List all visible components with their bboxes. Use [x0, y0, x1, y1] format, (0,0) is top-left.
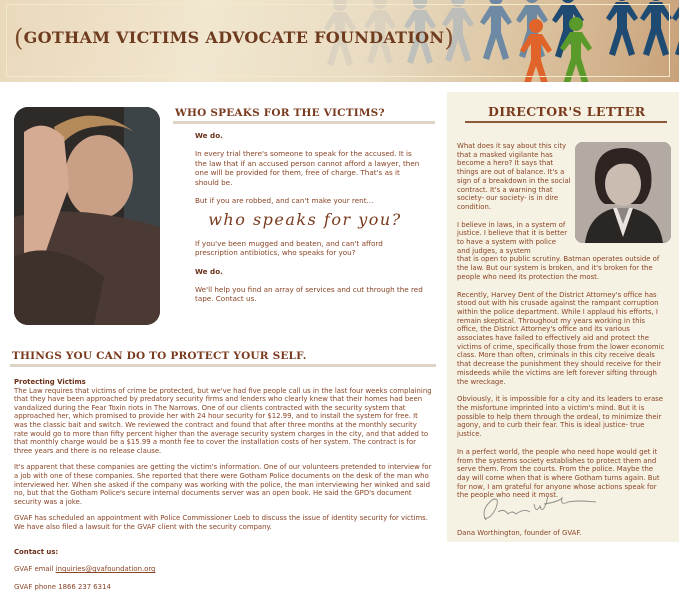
director-paragraph: Obviously, it is impossible for a city and its leaders to erase the misfortune imprinted into a victim's mind. But it is possible to help them through the ordeal, to minimize their agony, and to curb their fear. This is ideal justice- true justice. — [457, 395, 664, 439]
director-letter-body — [457, 142, 667, 509]
director-signature — [478, 490, 598, 524]
director-paragraph: What does it say about this city that a masked vigilante has become a hero? It says that things are out of balance. It's a sign of a breakdown in the social contract. It's a warning that society- our society- is in dire condition. — [457, 142, 571, 211]
who-speaks-paragraph: But if you are robbed, and can't make your rent... — [195, 196, 374, 206]
title-paren-close: ) — [444, 24, 454, 52]
who-speaks-body — [195, 131, 425, 313]
director-paragraph: Recently, Harvey Dent of the District Attorney's office has stood out with his crusade against the rampant corruption within the police department. While I applaud his efforts, I remain skeptical. Throughout my years working in this office, the District Attorney's office and its various associates have failed to effectively aid and protect the victims of crime, specifically those from the lower economic class. More than often, criminals in this city receive deals that decrease the punishment they should receive for their misdeeds while the victims are left forever sifting through the wreckage. — [457, 290, 665, 386]
title-paren-open: ( — [14, 24, 24, 52]
things-paragraph: It's apparent that these companies are getting the victim's information. One of our volunteers pretended to interview for a job with one of these companies. She reported that there were Gotham Police documents on the desk of the man who interviewed her. When she asked if the company was working with the police, the man interviewing her winked and said no, but that the Gotham Police's secure internal documents server was an open book. He said the GPD's document security was a joke. — [14, 463, 432, 506]
who-speaks-divider — [173, 121, 435, 124]
things-divider — [10, 364, 436, 367]
director-signoff: Dana Worthington, founder of GVAF. — [457, 529, 582, 537]
director-paragraph-part: that is open to public scrutiny. Batman operates outside of the law. But our system is broken, and it's broken for the people who need its protection the most. — [457, 255, 660, 281]
email-link[interactable]: inquiries@gvafoundation.org — [55, 565, 156, 574]
contact-heading: Contact us: — [14, 547, 59, 556]
we-do-text: We do. — [195, 266, 223, 276]
photo-illustration — [14, 107, 160, 325]
we-do-text: We do. — [195, 131, 223, 140]
who-speaks-paragraph: In every trial there's someone to speak for the accused. It is the law that if an accused person cannot afford a lawyer, then one will be provided for them, free of charge. That's as it should be. — [195, 149, 420, 187]
contact-block — [14, 548, 432, 592]
director-letter-heading: DIRECTOR'S LETTER — [488, 104, 646, 119]
director-paragraph — [457, 221, 667, 282]
distressed-woman-photo — [14, 107, 160, 325]
director-paragraph-part: I believe in laws, in a system of justice. I believe that it is better to have a system with police and judges, a system — [457, 220, 568, 255]
script-tagline: who speaks for you? — [208, 210, 402, 230]
director-paragraph: In a perfect world, the people who need hope would get it from the systems society establishes to protect them and serve them. From the courts. From the police. Maybe the day will come when that is where Gotham turns again. But for now, I am grateful for anyone whose actions speak for the people who need it most. — [457, 447, 660, 500]
things-body — [14, 378, 432, 600]
contact-email — [14, 565, 432, 574]
header-banner — [0, 0, 679, 82]
things-paragraph: GVAF has scheduled an appointment with Police Commissioner Loeb to discuss the issue of identity security for victims. We have also filed a lawsuit for the GVAF client with the security company. — [14, 514, 428, 531]
who-speaks-paragraph: If you've been mugged and beaten, and can't afford prescription antibiotics, who speaks for you? — [195, 238, 383, 258]
who-speaks-heading: WHO SPEAKS FOR THE VICTIMS? — [175, 107, 385, 119]
things-heading: THINGS YOU CAN DO TO PROTECT YOUR SELF. — [12, 350, 307, 362]
director-letter-divider — [465, 121, 667, 123]
email-label: GVAF email — [14, 565, 56, 574]
who-speaks-paragraph: We'll help you find an array of services and cut through the red tape. Contact us. — [195, 285, 423, 304]
things-paragraph: The Law requires that victims of crime be protected, but we've had five people call us in the last four weeks complaining that they have been approached by predatory security firms and lenders who clearly knew that their homes had been vandalized during the Fear Toxin riots in The Narrows. One of our clients contracted with the security system that approached her, which promised to provide her with 24 hour security for $12.99, and to install the system for free. It was the classic bait and switch. We reviewed the contract and found that after three months at the monthly security rate would go to more than fifty percent higher than the average security system charges in the city, and that added to that monthly charge would be a $15.99 a month fee to cover the installation costs of her system. The contract is for three years and there is no release clause. — [14, 386, 432, 455]
protecting-victims-subheading: Protecting Victims — [14, 378, 86, 386]
site-title[interactable] — [14, 24, 454, 52]
site-title-text: GOTHAM VICTIMS ADVOCATE FOUNDATION — [23, 28, 445, 47]
contact-phone: GVAF phone 1866 237 6314 — [14, 582, 111, 591]
